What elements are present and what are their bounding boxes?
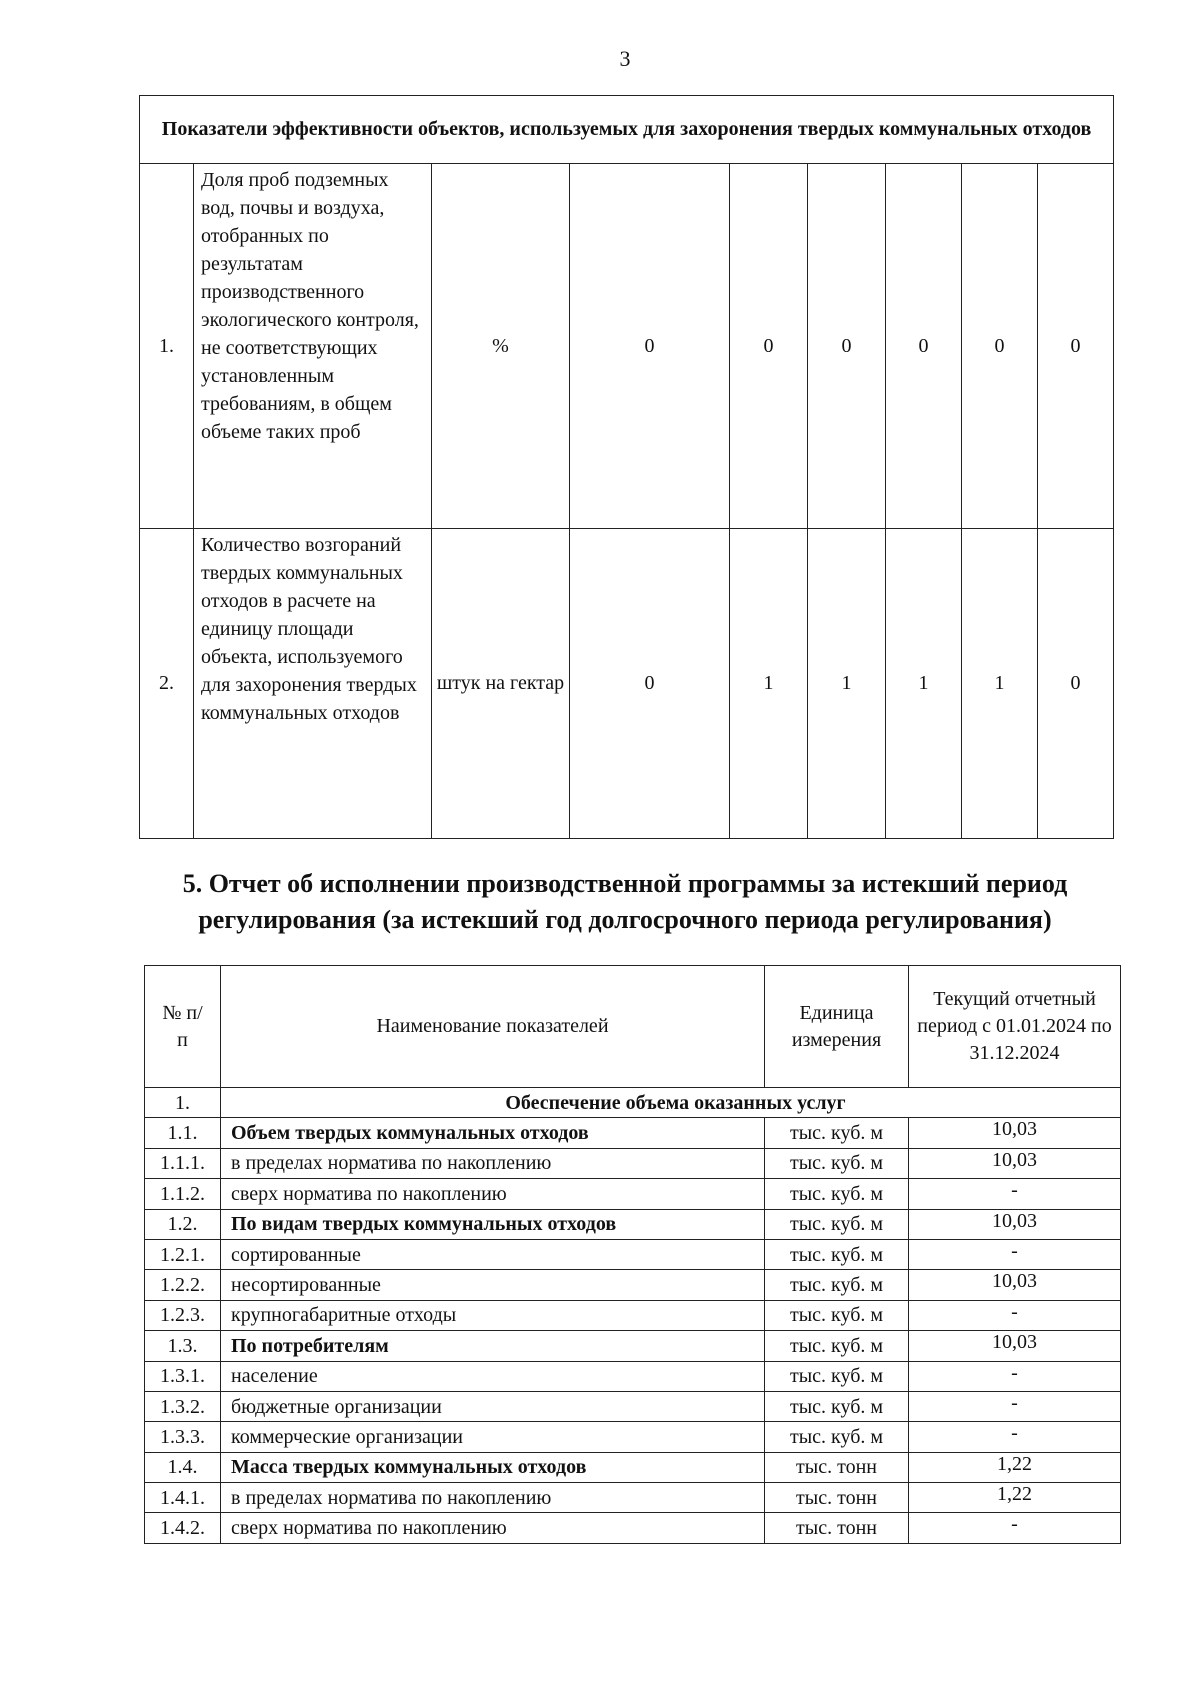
- indicator-name: По видам твердых коммунальных отходов: [221, 1209, 765, 1239]
- indicator-name: Масса твердых коммунальных отходов: [221, 1452, 765, 1482]
- table-row: [145, 1452, 1121, 1482]
- unit-cell: тыс. куб. м: [765, 1270, 909, 1300]
- value-cell: 10,03: [909, 1270, 1121, 1300]
- indicator-name: крупногабаритные отходы: [221, 1300, 765, 1330]
- unit-cell: тыс. куб. м: [765, 1300, 909, 1330]
- unit-cell: %: [432, 164, 570, 529]
- value-cell: 1,22: [909, 1452, 1121, 1482]
- unit-cell: тыс. тонн: [765, 1513, 909, 1543]
- efficiency-indicators-table: [139, 95, 1114, 839]
- value-cell: -: [909, 1239, 1121, 1269]
- column-header-period: Текущий отчетный период с 01.01.2024 по 31.12.2024: [909, 966, 1121, 1088]
- value-cell: 0: [886, 164, 962, 529]
- row-number: 1.2.: [145, 1209, 221, 1239]
- row-number: 1.2.1.: [145, 1239, 221, 1269]
- indicator-name: Объем твердых коммунальных отходов: [221, 1118, 765, 1148]
- row-number: 1.1.: [145, 1118, 221, 1148]
- indicator-name: По потребителям: [221, 1331, 765, 1361]
- table-header: Показатели эффективности объектов, используемых для захоронения твердых коммунальных отходов: [140, 96, 1114, 164]
- unit-cell: тыс. куб. м: [765, 1239, 909, 1269]
- unit-cell: тыс. куб. м: [765, 1148, 909, 1178]
- value-cell: 1: [730, 529, 808, 839]
- value-cell: 1: [962, 529, 1038, 839]
- table-row: [145, 1331, 1121, 1361]
- value-cell: 1,22: [909, 1483, 1121, 1513]
- indicator-name: Количество возгораний твердых коммунальных отходов в расчете на единицу площади объекта, используемого для захоронения твердых коммунальных отходов: [194, 529, 432, 839]
- row-number: 1.4.1.: [145, 1483, 221, 1513]
- row-number: 1.: [145, 1088, 221, 1118]
- table-row: [145, 1361, 1121, 1391]
- unit-cell: тыс. куб. м: [765, 1331, 909, 1361]
- table-row: [145, 1239, 1121, 1269]
- indicator-name: несортированные: [221, 1270, 765, 1300]
- page-number: 3: [619, 46, 631, 71]
- row-number: 1.3.1.: [145, 1361, 221, 1391]
- row-number: 1.: [140, 164, 194, 529]
- table-row: [145, 1270, 1121, 1300]
- value-cell: 1: [808, 529, 886, 839]
- row-number: 1.3.3.: [145, 1422, 221, 1452]
- row-number: 1.3.: [145, 1331, 221, 1361]
- column-header-unit: Единица измерения: [765, 966, 909, 1088]
- column-header-num: № п/п: [145, 966, 221, 1088]
- indicator-name: бюджетные организации: [221, 1391, 765, 1421]
- value-cell: -: [909, 1300, 1121, 1330]
- table-row: [145, 1300, 1121, 1330]
- table-row: [145, 1209, 1121, 1239]
- row-number: 1.4.2.: [145, 1513, 221, 1543]
- value-cell: 10,03: [909, 1209, 1121, 1239]
- unit-cell: тыс. куб. м: [765, 1391, 909, 1421]
- unit-cell: тыс. тонн: [765, 1452, 909, 1482]
- value-cell: 0: [1038, 164, 1114, 529]
- table-row: [145, 1483, 1121, 1513]
- row-number: 1.1.1.: [145, 1148, 221, 1178]
- value-cell: 0: [808, 164, 886, 529]
- value-cell: 10,03: [909, 1118, 1121, 1148]
- row-number: 1.3.2.: [145, 1391, 221, 1421]
- indicator-name: коммерческие организации: [221, 1422, 765, 1452]
- indicator-name: в пределах норматива по накоплению: [221, 1483, 765, 1513]
- value-cell: -: [909, 1179, 1121, 1209]
- value-cell: 10,03: [909, 1331, 1121, 1361]
- table-row: [145, 1179, 1121, 1209]
- unit-cell: тыс. тонн: [765, 1483, 909, 1513]
- production-program-report-table: [144, 965, 1121, 1544]
- unit-cell: штук на гектар: [432, 529, 570, 839]
- indicator-name: сверх норматива по накоплению: [221, 1179, 765, 1209]
- value-cell: 0: [570, 164, 730, 529]
- row-number: 2.: [140, 529, 194, 839]
- indicator-name: Доля проб подземных вод, почвы и воздуха, отобранных по результатам производственного экологического контроля, не соответствующих установленным требованиям, в общем объеме таких проб: [194, 164, 432, 529]
- table-row: [140, 164, 1114, 529]
- indicator-name: сверх норматива по накоплению: [221, 1513, 765, 1543]
- table-row: [145, 1422, 1121, 1452]
- table-row: [140, 529, 1114, 839]
- table-header-row: [145, 966, 1121, 1088]
- indicator-name: сортированные: [221, 1239, 765, 1269]
- table-row: [145, 1118, 1121, 1148]
- table-row: [145, 1513, 1121, 1543]
- section-label: Обеспечение объема оказанных услуг: [221, 1088, 1121, 1118]
- row-number: 1.4.: [145, 1452, 221, 1482]
- value-cell: 0: [570, 529, 730, 839]
- value-cell: 1: [886, 529, 962, 839]
- value-cell: -: [909, 1391, 1121, 1421]
- value-cell: -: [909, 1361, 1121, 1391]
- unit-cell: тыс. куб. м: [765, 1179, 909, 1209]
- indicator-name: население: [221, 1361, 765, 1391]
- row-number: 1.1.2.: [145, 1179, 221, 1209]
- value-cell: 10,03: [909, 1148, 1121, 1178]
- table-row: [145, 1088, 1121, 1118]
- column-header-name: Наименование показателей: [221, 966, 765, 1088]
- value-cell: 0: [1038, 529, 1114, 839]
- table-row: [145, 1391, 1121, 1421]
- value-cell: -: [909, 1422, 1121, 1452]
- section-title: 5. Отчет об исполнении производственной программы за истекший период регулирования (за истекший год долгосрочного периода регулирования): [182, 869, 1068, 934]
- value-cell: -: [909, 1513, 1121, 1543]
- indicator-name: в пределах норматива по накоплению: [221, 1148, 765, 1178]
- unit-cell: тыс. куб. м: [765, 1422, 909, 1452]
- row-number: 1.2.2.: [145, 1270, 221, 1300]
- row-number: 1.2.3.: [145, 1300, 221, 1330]
- value-cell: 0: [962, 164, 1038, 529]
- unit-cell: тыс. куб. м: [765, 1118, 909, 1148]
- unit-cell: тыс. куб. м: [765, 1209, 909, 1239]
- value-cell: 0: [730, 164, 808, 529]
- unit-cell: тыс. куб. м: [765, 1361, 909, 1391]
- table-row: [145, 1148, 1121, 1178]
